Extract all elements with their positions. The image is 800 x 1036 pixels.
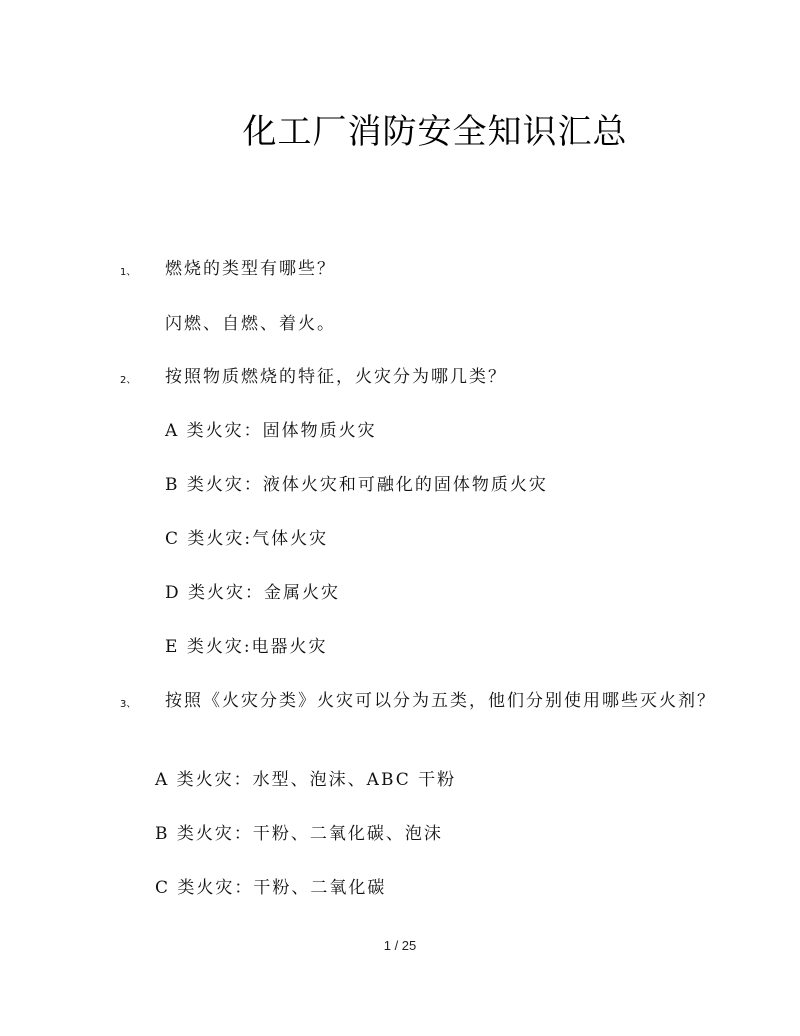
answer-3-3: C 类火灾：干粉、二氧化碳 [155,878,387,898]
answer-3-2: B 类火灾：干粉、二氧化碳、泡沫 [155,824,443,844]
section-number-2: 2、 [120,375,137,386]
page-indicator: 1 / 25 [383,938,417,953]
answer-2-3: C 类火灾:气体火灾 [165,529,329,549]
document-title: 化工厂消防安全知识汇总 [242,112,628,152]
answer-1-1: 闪燃、自燃、着火。 [165,314,336,334]
answer-2-4: D 类火灾：金属火灾 [165,583,341,603]
section-number-3: 3、 [120,699,137,710]
answer-2-2: B 类火灾：液体火灾和可融化的固体物质火灾 [165,475,548,495]
question-3: 按照《火灾分类》火灾可以分为五类，他们分别使用哪些灭火剂？ [165,691,716,711]
question-1: 燃烧的类型有哪些？ [165,259,336,279]
answer-2-5: E 类火灾:电器火灾 [165,637,328,657]
answer-2-1: A 类火灾：固体物质火灾 [165,421,377,441]
section-number-1: 1、 [120,267,137,278]
answer-3-1: A 类火灾：水型、泡沫、ABC 干粉 [155,770,457,790]
question-2: 按照物质燃烧的特征，火灾分为哪几类？ [165,367,507,387]
